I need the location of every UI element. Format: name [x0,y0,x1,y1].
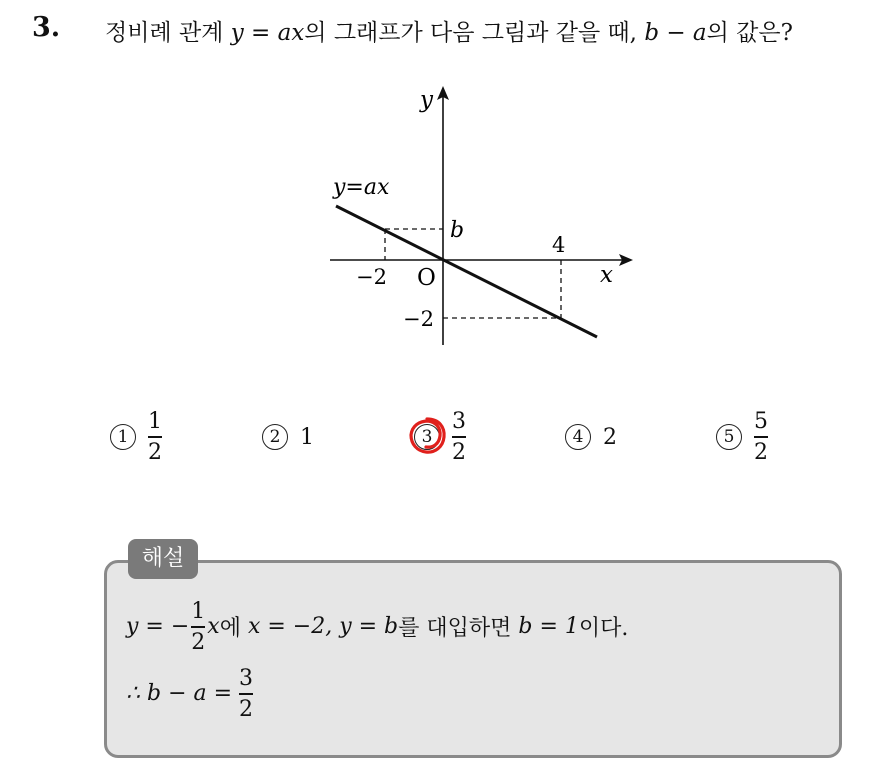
choice-number: 4 [565,424,591,450]
x-axis-label: x [600,262,613,288]
sol1-g: 이다. [578,616,629,642]
line-label: y=ax [333,175,390,200]
sol1-c: 에 [219,616,248,642]
choice-2[interactable] [262,424,314,450]
sol2-a: ∴ b − a = [126,681,240,707]
sol1-fraction [191,600,205,654]
question-text-suffix: 의 값은? [706,20,793,46]
fraction-bar [148,436,162,438]
sol1-f: b = 1 [518,614,579,640]
question-text [105,14,793,47]
choice-number: 5 [716,424,742,450]
choice-number: 2 [262,424,288,450]
solution-line-2 [126,667,253,721]
fraction-numerator: 5 [754,409,768,434]
choice-number-wrap [414,423,452,450]
choice-fraction [148,410,162,464]
choice-fraction [754,410,768,464]
choice-fraction [452,410,466,464]
choice-1[interactable] [110,410,162,464]
choice-5[interactable] [716,410,768,464]
choice-value: 1 [300,424,314,450]
fraction-denominator: 2 [452,439,466,465]
fraction-bar [239,693,253,695]
fraction-numerator: 1 [148,409,162,434]
solution-box [104,560,842,758]
question-number: 3. [32,12,61,43]
solution-line-1 [126,600,628,654]
fraction-numerator: 3 [452,409,466,434]
choice-4[interactable] [565,424,617,450]
fraction-denominator: 2 [191,629,206,655]
fraction-numerator: 3 [239,666,254,691]
fraction-denominator: 2 [239,696,254,722]
choice-value: 2 [603,424,617,450]
question-text-prefix: 정비례 관계 [105,20,231,46]
fraction-bar [754,436,768,438]
solution-tag: 해설 [128,539,198,579]
b-label: b [450,218,465,243]
choice-3[interactable] [414,410,466,464]
fraction-denominator: 2 [148,439,162,465]
sol1-a: y = − [126,614,190,640]
choice-number: 3 [414,424,440,450]
neg2-y-label: −2 [403,307,434,331]
choice-number: 1 [110,424,136,450]
question-text-middle: 의 그래프가 다음 그림과 같을 때, [304,20,645,46]
fraction-numerator: 1 [191,599,206,624]
four-label: 4 [552,233,566,257]
neg2-x-label: −2 [356,265,387,289]
sol1-b: x [207,614,220,640]
fraction-denominator: 2 [754,439,768,465]
y-axis-label: y [420,87,433,113]
sol1-e: 를 대입하면 [398,616,519,642]
question-target-expr: b − a [644,20,707,46]
origin-label: O [417,265,436,291]
question-equation: y = ax [230,20,305,46]
fraction-bar [191,626,205,628]
sol2-fraction [239,667,253,721]
sol1-d: x = −2, y = b [247,614,399,640]
fraction-bar [452,436,466,438]
graph [318,80,648,350]
